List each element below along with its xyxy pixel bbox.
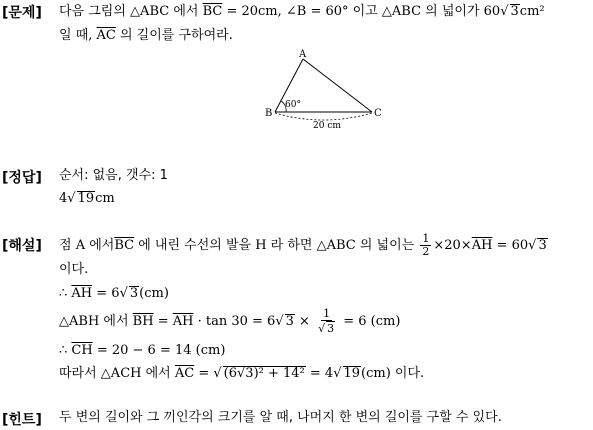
sqrt-value: 3 xyxy=(285,314,294,329)
segment-bc: $\overline{BC}$ xyxy=(114,238,135,253)
solution-text: 점 A 에서 xyxy=(59,238,115,253)
solution-line-3: ∴ $\overline{AH} = 6√$ 3(cm) xyxy=(59,286,169,301)
side-ac xyxy=(303,59,372,112)
segment-bc: $\overline{BC}$ xyxy=(202,4,223,19)
solution-text: = 20 − 6 = 14 (cm) xyxy=(92,343,226,358)
sqrt-value: 3 xyxy=(510,4,519,19)
problem-line-2 xyxy=(59,27,233,45)
angle-label: 60° xyxy=(285,100,301,110)
fraction xyxy=(316,308,337,335)
triangle-figure xyxy=(0,45,593,175)
problem-text: = 20cm, ∠B = 60° 이고 △ABC 의 넓이가 60 xyxy=(222,4,501,19)
side-brace xyxy=(275,113,372,120)
therefore-sign: ∴ xyxy=(59,286,72,301)
solution-text: = 60 xyxy=(492,238,529,253)
solution-text: △ABH 에서 xyxy=(59,314,133,329)
problem-line-1: 다음 그림의 △ABC 에서 $\overline{BC} = 20cm$, ∠B = 60° 이고 △ABC 의 넓이가 60√ 3cm² xyxy=(59,4,545,19)
solution-line-1: 점 A 에서$\overline{BC}$ 에 내린 수선의 발을 H 라 하면 △ABC 의 넓이는 $\frac{1}{2}$ $\times 20\times\overline{AH} = 60√$ 3 xyxy=(59,232,547,258)
label-b: B xyxy=(265,108,273,119)
sqrt-expression: (6√3)² + 14² xyxy=(223,366,305,381)
segment-ac: $\overline{AC}$ xyxy=(96,28,116,43)
solution-text: = xyxy=(153,314,173,329)
solution-text: ×20× xyxy=(433,238,472,253)
segment-ch: $\overline{CH}$ xyxy=(71,343,93,358)
solution-line-6: 따라서 △ACH 에서 $\overline{AC}$ = √ (6√3)² + 14² = 4√ 19(cm) 이다. xyxy=(59,366,425,381)
solution-text: · tan 30 = 6 xyxy=(193,314,276,329)
solution-text: 에 내린 수선의 발을 H 라 하면 △ABC 의 넓이는 xyxy=(134,238,419,253)
answer-tag: [정답] xyxy=(2,170,42,186)
denominator: √ 3 xyxy=(318,322,335,335)
unit-text: (cm) xyxy=(139,286,169,301)
solution-text: = 6 xyxy=(92,286,120,301)
fraction xyxy=(420,233,431,258)
solution-text: = 4 xyxy=(305,366,334,381)
side-label: 20 cm xyxy=(313,121,341,131)
problem-text: 일 때, xyxy=(59,28,97,43)
answer-line-1: 순서: 없음, 갯수: 1 xyxy=(59,168,168,183)
segment-ah: $\overline{AH}$ xyxy=(471,238,493,253)
hint-tag: [힌트] xyxy=(2,412,42,428)
problem-text: 의 길이를 구하여라. xyxy=(115,28,233,43)
hint-text: 두 변의 길이와 그 끼인각의 크기를 알 때, 나머지 한 변의 길이를 구할 수 있다. xyxy=(59,410,502,425)
segment-ac: $\overline{AC}$ xyxy=(174,366,195,381)
answer-value: 4 xyxy=(59,191,68,206)
answer-line-2: 4√ 19cm xyxy=(59,191,115,206)
segment-bh: $\overline{BH}$ xyxy=(132,314,154,329)
sqrt-value: 3 xyxy=(327,322,335,335)
segment-ah: $\overline{AH}$ xyxy=(71,286,93,301)
unit-text: cm xyxy=(95,191,115,206)
problem-tag: [문제] xyxy=(2,5,42,21)
solution-text: = xyxy=(194,366,214,381)
numerator: 1 xyxy=(422,232,430,245)
solution-text: 따라서 △ACH 에서 xyxy=(59,366,175,381)
label-a: A xyxy=(299,49,307,60)
solution-text: (cm) 이다. xyxy=(361,366,425,381)
solution-line-5 xyxy=(59,342,225,360)
label-c: C xyxy=(374,108,382,119)
sqrt-value: 19 xyxy=(343,366,361,381)
solution-text: = 6 (cm) xyxy=(339,314,401,329)
sqrt-value: 3 xyxy=(538,238,547,253)
sqrt-value: 19 xyxy=(77,191,95,206)
solution-tag: [해설] xyxy=(2,238,42,254)
segment-ah: $\overline{AH}$ xyxy=(172,314,194,329)
solution-line-2: 이다. xyxy=(59,262,89,277)
solution-line-4: △ABH 에서 $\overline{BH} = \overline{AH} \cdot \tan 30 = 6√$ 3 × $\frac{1}{√ 3}$ = 6 (cm) xyxy=(59,307,401,335)
denominator: 2 xyxy=(422,245,430,258)
sqrt-value: 3 xyxy=(129,286,139,301)
numerator: 1 xyxy=(323,307,331,320)
solution-text: × xyxy=(294,314,315,329)
unit-text: cm² xyxy=(519,4,545,19)
therefore-sign: ∴ xyxy=(59,343,72,358)
problem-text: 다음 그림의 △ABC 에서 xyxy=(59,4,203,19)
